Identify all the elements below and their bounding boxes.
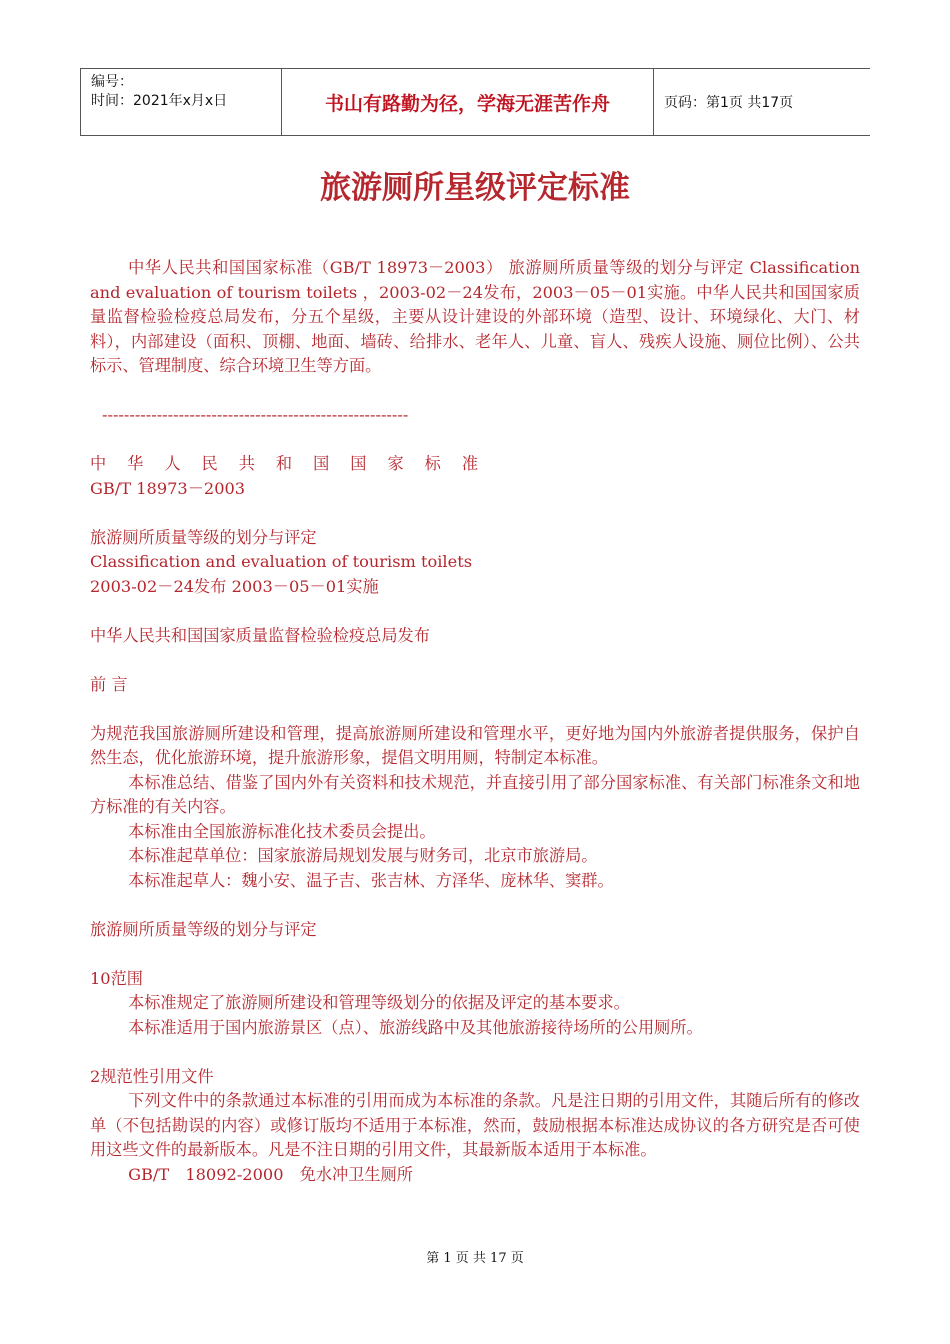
section-title: 旅游厕所质量等级的划分与评定 <box>90 919 317 939</box>
header-page-number: 页码：第1页 共17页 <box>664 95 794 111</box>
document-title: 旅游厕所星级评定标准 <box>320 170 630 206</box>
divider-line: -------------------------------------------------------- <box>102 405 409 424</box>
foreword-heading: 前 言 <box>90 674 128 694</box>
publisher: 中华人民共和国国家质量监督检验检疫总局发布 <box>90 625 430 645</box>
intro-paragraph: 中华人民共和国国家标准（GB/T 18973－2003） 旅游厕所质量等级的划分与评定 Classification and evaluation of tourism toilets ，2003-02－24发布，2003－05－01实施。中华人民共和国国家质量监督检验检疫总局发布，分五个星级，主要从设计建设的外部环境（造型、设计、环境绿化、大门、材料），内部建设（面积、顶棚、地面、墙砖、给排水、老年人、儿童、盲人、残疾人设施、厕位比例）、公共标示、管理制度、综合环境卫生等方面。 <box>90 258 860 375</box>
standard-title-en: Classification and evaluation of tourism toilets <box>90 552 473 571</box>
foreword-paragraph: 本标准起草单位：国家旅游局规划发展与财务司，北京市旅游局。 <box>128 846 598 865</box>
page-footer: 第 1 页 共 17 页 <box>426 1251 524 1266</box>
references-item: GB/T 18092-2000 免水冲卫生厕所 <box>128 1164 413 1184</box>
standard-header: 中华人民共和国国家标准 <box>90 454 500 473</box>
scope-paragraph: 本标准适用于国内旅游景区（点）、旅游线路中及其他旅游接待场所的公用厕所。 <box>128 1017 703 1037</box>
standard-dates: 2003-02－24发布 2003－05－01实施 <box>90 576 379 596</box>
scope-paragraph: 本标准规定了旅游厕所建设和管理等级划分的依据及评定的基本要求。 <box>128 993 630 1012</box>
document-body <box>90 256 860 1187</box>
scope-heading: 10范围 <box>90 968 143 988</box>
header-meta <box>80 69 282 135</box>
foreword-paragraph: 本标准由全国旅游标准化技术委员会提出。 <box>128 821 436 841</box>
foreword-paragraph: 本标准总结、借鉴了国内外有关资料和技术规范，并直接引用了部分国家标准、有关部门标准条文和地方标准的有关内容。 <box>90 772 860 816</box>
doc-date-label: 时间：2021年x月x日 <box>91 93 228 109</box>
header-motto: 书山有路勤为径，学海无涯苦作舟 <box>282 69 654 135</box>
foreword-paragraph: 本标准起草人：魏小安、温子吉、张吉林、方泽华、庞林华、窦群。 <box>128 870 614 890</box>
references-heading: 2规范性引用文件 <box>90 1066 214 1086</box>
foreword-paragraph: 为规范我国旅游厕所建设和管理，提高旅游厕所建设和管理水平，更好地为国内外旅游者提供服务，保护自然生态，优化旅游环境，提升旅游形象，提倡文明用厕，特制定本标准。 <box>90 723 860 767</box>
page-header <box>80 68 870 136</box>
references-paragraph: 下列文件中的条款通过本标准的引用而成为本标准的条款。凡是注日期的引用文件，其随后所有的修改单（不包括勘误的内容）或修订版均不适用于本标准，然而，鼓励根据本标准达成协议的各方研究是否可使用这些文件的最新版本。凡是不注日期的引用文件，其最新版本适用于本标准。 <box>90 1091 860 1159</box>
standard-code: GB/T 18973－2003 <box>90 478 246 498</box>
standard-title-cn: 旅游厕所质量等级的划分与评定 <box>90 527 317 547</box>
doc-number-label: 编号： <box>91 74 133 90</box>
